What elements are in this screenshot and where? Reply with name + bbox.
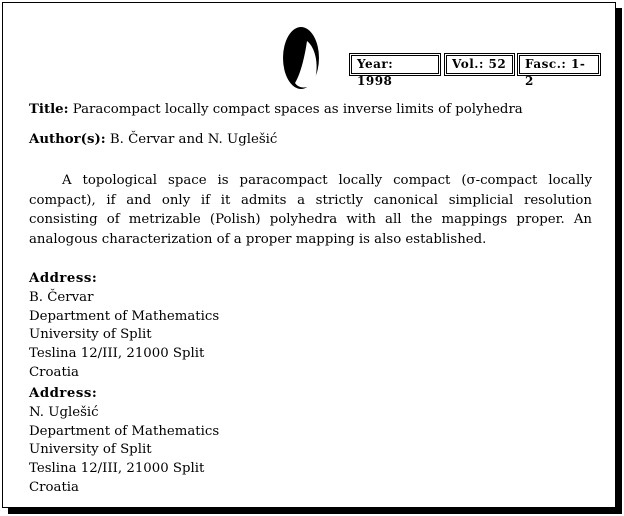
address-university: University of Split	[29, 327, 152, 343]
journal-logo-icon	[281, 25, 321, 91]
title-label: Title:	[29, 102, 69, 117]
address-name: N. Uglešić	[29, 404, 99, 420]
authors-value: B. Červar and N. Uglešić	[109, 132, 278, 147]
address-name: B. Červar	[29, 289, 94, 305]
address-country: Croatia	[29, 364, 79, 380]
fascicle-box: Fasc.: 1-2	[519, 55, 599, 74]
address-block-2	[29, 385, 219, 498]
volume-box: Vol.: 52	[446, 55, 513, 74]
address-street: Teslina 12/III, 21000 Split	[29, 461, 205, 477]
document-frame	[2, 2, 616, 508]
abstract-paragraph: A topological space is paracompact locally compact (σ-compact locally compact), if and only if it admits a strictly canonical simplicial resolution consisting of metrizable (Polish) polyhedra with all the mappings proper. An analogous characterization of a proper mapping is also established.	[29, 173, 592, 247]
address-label: Address:	[29, 386, 98, 401]
authors-label: Author(s):	[29, 132, 106, 147]
address-label: Address:	[29, 271, 98, 286]
title-line	[29, 102, 523, 117]
address-department: Department of Mathematics	[29, 423, 220, 439]
address-block-1	[29, 270, 219, 383]
address-university: University of Split	[29, 442, 152, 458]
year-box: Year: 1998	[351, 55, 439, 74]
title-value: Paracompact locally compact spaces as inverse limits of polyhedra	[72, 102, 523, 117]
address-street: Teslina 12/III, 21000 Split	[29, 346, 205, 362]
address-department: Department of Mathematics	[29, 308, 220, 324]
authors-line	[29, 132, 277, 147]
address-country: Croatia	[29, 479, 79, 495]
